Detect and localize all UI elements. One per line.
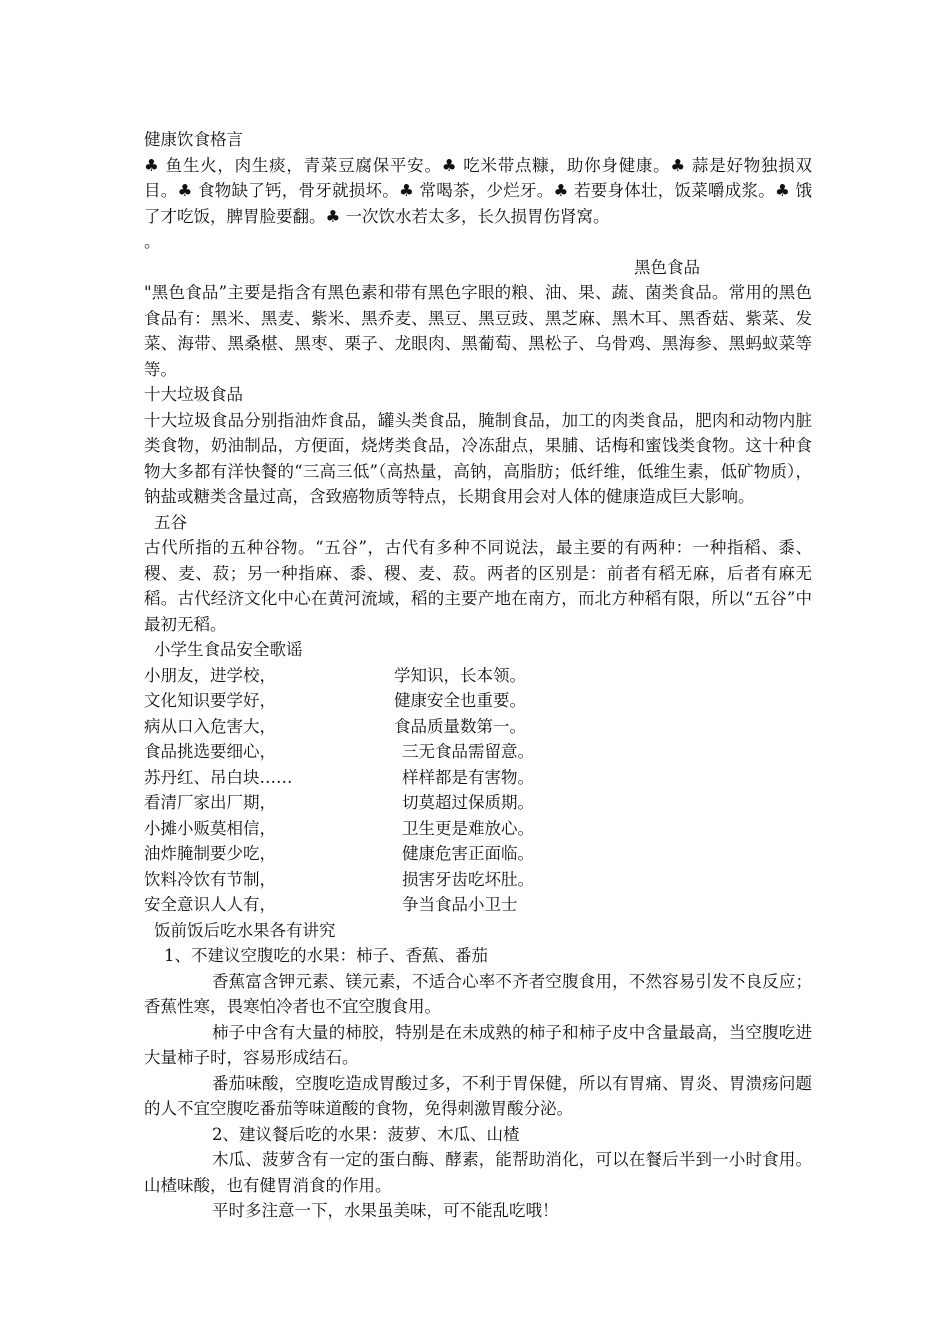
song-line (144, 663, 812, 689)
song-line-right: 食品质量数第一。 (394, 716, 526, 736)
fruit-heading-1: 1、不建议空腹吃的水果：柿子、香蕉、番茄 (164, 946, 488, 965)
song-line (144, 790, 812, 816)
song-line-left: 文化知识要学好， (144, 691, 276, 710)
song-line-left: 安全意识人人有， (144, 895, 276, 914)
fruit-paragraph-persimmon: 柿子中含有大量的柿胶，特别是在未成熟的柿子和柿子皮中含量最高，当空腹吃进大量柿子时，容易形成结石。 (144, 1022, 812, 1067)
document-page (144, 127, 812, 1224)
song-line-left: 病从口入危害大， (144, 716, 276, 736)
motto-title: 健康饮食格言 (144, 130, 243, 149)
song-line-left: 看清厂家出厂期， (144, 793, 276, 812)
song-line (144, 739, 812, 765)
song-line-right: 三无食品需留意。 (402, 742, 534, 761)
song-line-left: 饮料冷饮有节制， (144, 869, 276, 889)
song-line-left: 小朋友，进学校， (144, 665, 276, 685)
five-grains-body: 古代所指的五种谷物。“五谷”，古代有多种不同说法，最主要的有两种：一种指稻、黍、稷、麦、菽；另一种指麻、黍、稷、麦、菽。两者的区别是：前者有稻无麻，后者有麻无稻。古代经济文化中心在黄河流域，稻的主要产地在南方，而北方种稻有限，所以“五谷”中最初无稻。 (144, 538, 812, 634)
song-line-right: 损害牙齿吃坏肚。 (402, 869, 534, 889)
fruit-heading-2: 2、建议餐后吃的水果：菠萝、木瓜、山楂 (212, 1124, 520, 1144)
fruit-paragraph-closing: 平时多注意一下，水果虽美味，可不能乱吃哦！ (212, 1201, 559, 1220)
fruit-paragraph-banana: 香蕉富含钾元素、镁元素，不适合心率不齐者空腹食用，不然容易引发不良反应；香蕉性寒，畏寒怕冷者也不宜空腹食用。 (144, 971, 812, 1016)
song-line (144, 765, 812, 791)
song-line-right: 健康安全也重要。 (394, 691, 526, 710)
song-line-right: 切莫超过保质期。 (402, 793, 534, 812)
junk-food-title: 十大垃圾食品 (144, 385, 243, 404)
black-food-title: 黑色食品 (634, 257, 700, 277)
song-line-right: 争当食品小卫士 (402, 895, 518, 914)
junk-food-body: 十大垃圾食品分别指油炸食品，罐头类食品，腌制食品，加工的肉类食品，肥肉和动物内脏类食物，奶油制品，方便面，烧烤类食品，冷冻甜点，果脯、话梅和蜜饯类食物。这十种食物大多都有洋快餐的“三高三低”（高热量，高钠，高脂肪；低纤维，低维生素，低矿物质），钠盐或糖类含量过高，含致癌物质等特点，长期食用会对人体的健康造成巨大影响。 (144, 410, 812, 506)
fruit-paragraph-papaya: 木瓜、菠萝含有一定的蛋白酶、酵素，能帮助消化，可以在餐后半到一小时食用。山楂味酸，也有健胃消食的作用。 (144, 1150, 812, 1195)
song-line (144, 841, 812, 867)
fruit-title: 饭前饭后吃水果各有讲究 (154, 920, 336, 940)
song-line (144, 892, 812, 918)
song-line-left: 食品挑选要细心， (144, 742, 276, 761)
song-line-left: 苏丹红、吊白块…… (144, 767, 293, 787)
song-title: 小学生食品安全歌谣 (154, 640, 303, 659)
motto-body: ♣ 鱼生火，肉生痰，青菜豆腐保平安。♣ 吃米带点糠，助你身健康。♣ 蒜是好物独损双目。♣ 食物缺了钙，骨牙就损坏。♣ 常喝茶，少烂牙。♣ 若要身体壮，饭菜嚼成浆。♣ 饿了才吃饭，脾胃脸要翻。♣ 一次饮水若太多，长久损胃伤肾窝。 (144, 155, 812, 226)
motto-end: 。 (144, 232, 161, 251)
song-line-right: 学知识，长本领。 (394, 665, 526, 685)
song-line-left: 小摊小贩莫相信， (144, 818, 276, 838)
song-line (144, 688, 812, 714)
song-line (144, 714, 812, 740)
song-line (144, 816, 812, 842)
fruit-paragraph-tomato: 番茄味酸，空腹吃造成胃酸过多，不利于胃保健，所以有胃痛、胃炎、胃溃疡问题的人不宜空腹吃番茄等味道酸的食物，免得刺激胃酸分泌。 (144, 1073, 812, 1118)
black-food-body: "黑色食品”主要是指含有黑色素和带有黑色字眼的粮、油、果、蔬、菌类食品。常用的黑色食品有：黑米、黑麦、紫米、黑乔麦、黑豆、黑豆豉、黑芝麻、黑木耳、黑香菇、紫菜、发菜、海带、黑桑椹、黑枣、栗子、龙眼肉、黑葡萄、黑松子、乌骨鸡、黑海参、黑蚂蚁菜等等。 (144, 283, 812, 379)
song-line (144, 867, 812, 893)
song-lines (144, 663, 812, 918)
song-line-right: 样样都是有害物。 (402, 767, 534, 787)
song-line-right: 健康危害正面临。 (402, 844, 534, 863)
song-line-right: 卫生更是难放心。 (402, 818, 534, 838)
five-grains-title: 五谷 (154, 512, 187, 532)
song-line-left: 油炸腌制要少吃， (144, 844, 276, 863)
